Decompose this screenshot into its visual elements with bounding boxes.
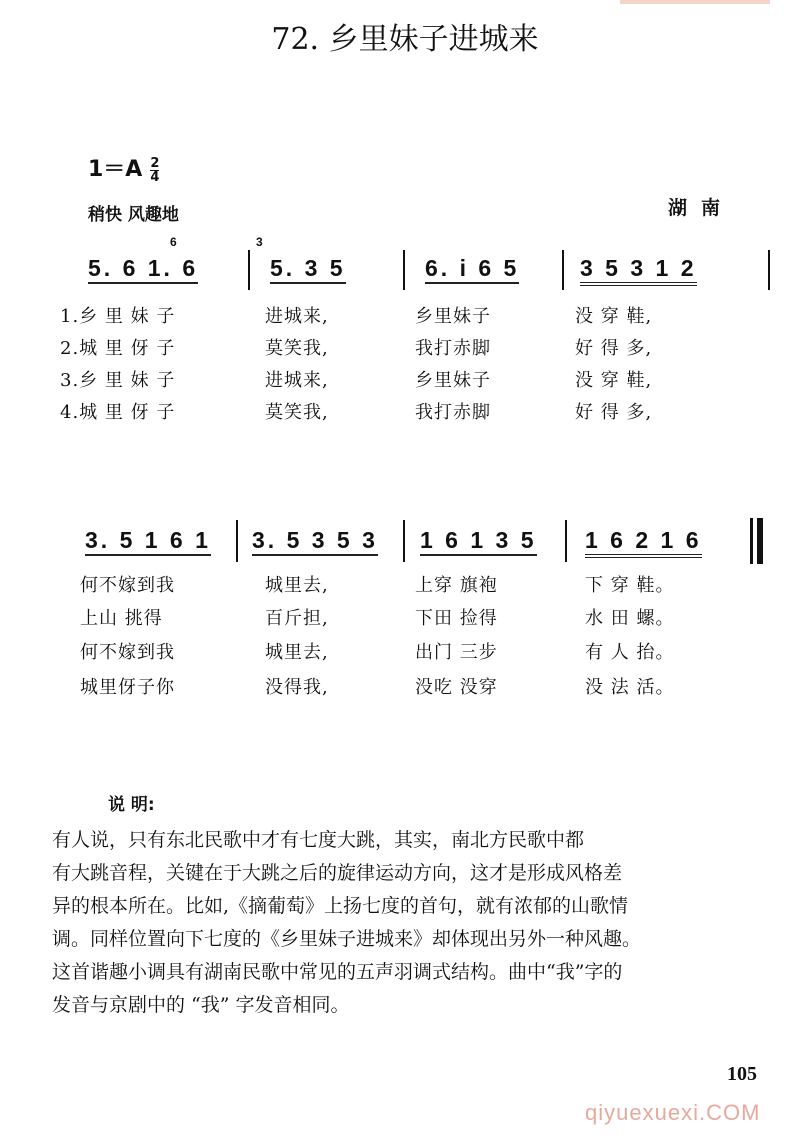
measure: 3. 5 3 5 3 <box>252 527 378 556</box>
lyric: 水 田 螺。 <box>585 608 675 629</box>
text-line: 有大跳音程，关键在于大跳之后的旋律运动方向，这才是形成风格差 <box>52 862 623 884</box>
measure: 5. 6 1. 6 <box>88 255 198 284</box>
watermark: qiyuexuexi.COM <box>585 1100 761 1125</box>
top-edge-mark <box>620 0 770 4</box>
lyric: 没吃 没穿 <box>415 677 498 698</box>
lyric: 进城来, <box>265 370 329 391</box>
lyric: 好 得 多, <box>575 338 653 359</box>
time-bottom: 4 <box>150 169 160 185</box>
lyric: 上山 挑得 <box>80 608 163 629</box>
lyric: 莫笑我, <box>265 402 329 423</box>
lyric: 有 人 抬。 <box>585 642 675 663</box>
bar-line <box>403 520 405 562</box>
lyric: 2.城 里 伢 子 <box>60 338 176 359</box>
measure: 6. i 6 5 <box>425 255 519 284</box>
lyric: 进城来, <box>265 306 329 327</box>
key-signature <box>88 152 159 184</box>
explanation-heading: 说 明: <box>108 795 155 815</box>
bar-line <box>236 520 238 562</box>
final-bar-line <box>750 518 753 564</box>
text-line: 发音与京剧中的 “我” 字发音相同。 <box>52 994 350 1016</box>
lyric: 好 得 多, <box>575 402 653 423</box>
explanation-text <box>52 824 782 1022</box>
time-signature <box>150 157 159 184</box>
lyric: 下 穿 鞋。 <box>585 575 675 596</box>
lyric: 没 穿 鞋, <box>575 306 653 327</box>
lyric: 3.乡 里 妹 子 <box>60 370 176 391</box>
text-line: 异的根本所在。比如,《摘葡萄》上扬七度的首句，就有浓郁的山歌情 <box>52 895 629 917</box>
region-label: 湖南 <box>668 197 735 219</box>
measure: 1 6 2 1 6 <box>585 527 702 558</box>
lyric: 百斤担, <box>265 608 329 629</box>
lyric: 何不嫁到我 <box>80 575 175 596</box>
measure: 3 5 3 1 2 <box>580 255 697 286</box>
lyric: 没 法 活。 <box>585 677 675 698</box>
grace-note: 3 <box>256 235 263 249</box>
lyric: 乡里妹子 <box>415 370 491 391</box>
time-top: 2 <box>150 155 160 171</box>
lyric: 何不嫁到我 <box>80 642 175 663</box>
lyric: 出门 三步 <box>415 642 498 663</box>
tempo-marking: 稍快 风趣地 <box>88 205 179 225</box>
lyric: 我打赤脚 <box>415 402 491 423</box>
page-number: 105 <box>727 1063 757 1085</box>
lyric: 下田 捡得 <box>415 608 498 629</box>
grace-note: 6 <box>170 235 177 249</box>
lyric: 莫笑我, <box>265 338 329 359</box>
lyric: 没得我, <box>265 677 329 698</box>
lyric: 乡里妹子 <box>415 306 491 327</box>
bar-line <box>565 520 567 562</box>
lyric: 城里去, <box>265 642 329 663</box>
measure: 1 6 1 3 5 <box>420 527 537 556</box>
final-bar-line-thick <box>757 518 763 564</box>
lyric: 上穿 旗袍 <box>415 575 498 596</box>
page-title: 72. 乡里妹子进城来 <box>271 22 539 57</box>
lyric: 我打赤脚 <box>415 338 491 359</box>
lyric: 1.乡 里 妹 子 <box>60 306 176 327</box>
measure: 5. 3 5 <box>270 255 346 284</box>
bar-line <box>403 250 405 290</box>
bar-line <box>562 250 564 290</box>
bar-line <box>768 250 770 290</box>
lyric: 城里去, <box>265 575 329 596</box>
lyric: 4.城 里 伢 子 <box>60 402 176 423</box>
text-line: 有人说，只有东北民歌中才有七度大跳，其实，南北方民歌中都 <box>52 829 585 851</box>
key-text: 1＝A <box>88 157 143 182</box>
lyric: 城里伢子你 <box>80 677 175 698</box>
text-line: 这首谐趣小调具有湖南民歌中常见的五声羽调式结构。曲中“我”字的 <box>52 961 623 983</box>
lyric: 没 穿 鞋, <box>575 370 653 391</box>
measure: 3. 5 1 6 1 <box>85 527 211 556</box>
text-line: 调。同样位置向下七度的《乡里妹子进城来》却体现出另外一种风趣。 <box>52 928 642 950</box>
bar-line <box>248 250 250 290</box>
